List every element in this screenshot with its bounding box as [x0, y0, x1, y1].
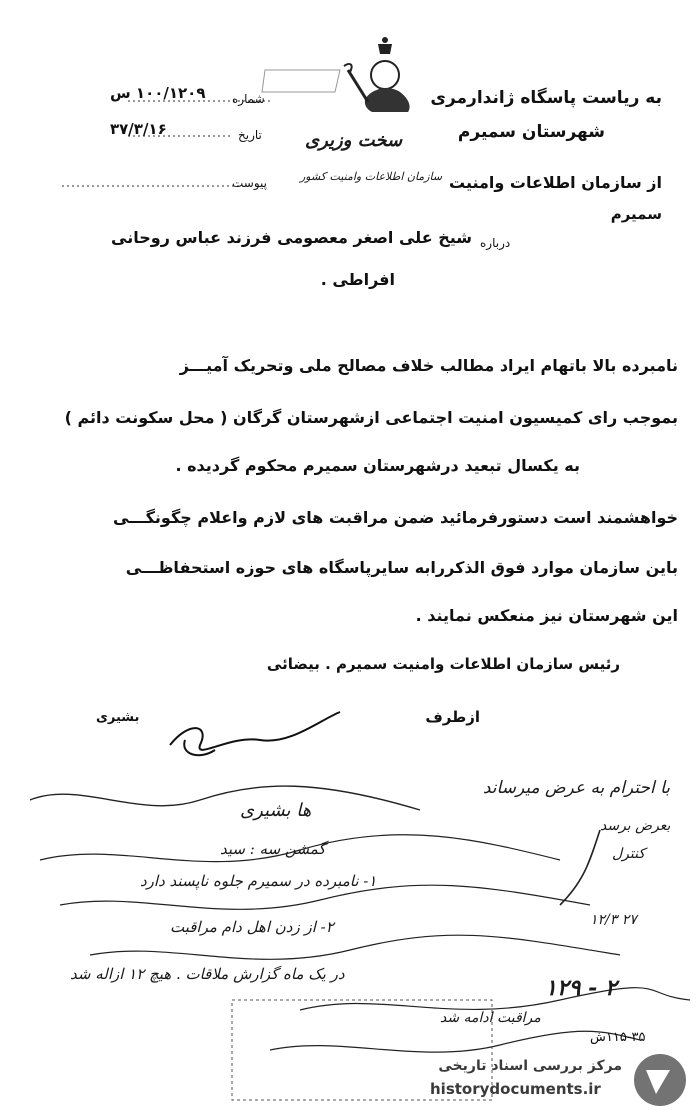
- signature-title: رئیس سازمان اطلاعات وامنیت سمیرم . بیضائی: [266, 655, 620, 673]
- letterhead-org: سازمان اطلاعات وامنیت کشور: [300, 170, 443, 183]
- watermark-line-1: مرکز بررسی اسناد تاریخی: [438, 1058, 622, 1074]
- number-label: شماره: [232, 92, 265, 106]
- body-line-5: باین سازمان موارد فوق الذکررابه سایرپاسگاه های حوزه استحفاظـــی: [125, 558, 678, 577]
- lion-sun-emblem-icon: [344, 37, 410, 112]
- watermark-line-2: historydocuments.ir: [430, 1080, 601, 1098]
- recipient-prefix: به: [645, 88, 662, 108]
- recipient-name: ریاست پاسگاه ژاندارمری: [430, 88, 640, 108]
- signature-scribble: [170, 712, 340, 755]
- body-line-6: این شهرستان نیز منعکس نمایند .: [415, 606, 678, 625]
- hand-line-3: ۲- از زدن اهل دام مراقبت: [170, 918, 334, 936]
- signature-on-behalf: ازطرف: [425, 708, 480, 726]
- body-line-2: بموجب رای کمیسیون امنیت اجتماعی ازشهرستان گرگان ( محل سکونت دائم ): [64, 408, 678, 427]
- body-line-4: خواهشمند است دستورفرمائید ضمن مراقبت های لازم واعلام چگونگـــی: [113, 508, 678, 527]
- archive-code: ۱۱۵-۳۵ش: [590, 1030, 646, 1045]
- hand-side-date: ۱۲/۳ ۲۷: [590, 912, 637, 928]
- sender-city: سمیرم: [610, 205, 662, 223]
- body-line-3: به یکسال تبعید درشهرستان سمیرم محکوم گردیده .: [175, 456, 580, 475]
- handwriting-squiggle-5: [300, 988, 690, 1010]
- subject-line-2: افراطی .: [320, 270, 395, 289]
- scribble-top-left: [262, 70, 340, 92]
- hand-side-note-2: کنترل: [612, 846, 646, 862]
- recipient-line: [430, 88, 662, 108]
- hand-side-note-1: بعرض برسد: [600, 818, 671, 834]
- date-label: تاریخ: [238, 128, 262, 142]
- sender-name: سازمان اطلاعات وامنیت: [449, 173, 642, 192]
- attachment-label: پیوست: [232, 176, 267, 190]
- body-line-1: نامبرده بالا باتهام ایراد مطالب خلاف مصالح ملی وتحریک آمیـــز: [179, 356, 678, 375]
- sender-prefix: از: [647, 173, 662, 192]
- hand-page-number: ۱۲۹ - ۲: [545, 975, 617, 1001]
- number-value: ۱۰۰/۱۲۰۹ س: [110, 84, 206, 102]
- handwriting-squiggle-6: [270, 1031, 640, 1052]
- stamp-confidential: سخت وزیری: [305, 130, 403, 151]
- watermark-logo-icon: [634, 1054, 686, 1106]
- hand-top-note: با احترام به عرض میرساند: [482, 778, 670, 798]
- handwriting-squiggle-4: [90, 935, 620, 959]
- side-bracket: [560, 830, 600, 905]
- hand-line-1: گمشن سه : سید: [220, 840, 326, 858]
- handwriting-squiggle-1: [30, 786, 420, 810]
- sender-line: [449, 173, 662, 192]
- hand-line-5: مراقبت ادامه شد: [440, 1010, 541, 1026]
- date-value: ۳۷/۳/۱۶: [110, 120, 167, 138]
- signature-signer: بشیری: [96, 710, 140, 725]
- subject-label: درباره: [480, 236, 511, 250]
- subject-line-1: شیخ علی اصغر معصومی فرزند عباس روحانی: [111, 228, 472, 247]
- hand-line-4: در یک ماه گزارش ملاقات . هیچ ۱۲ ازاله شد: [70, 965, 345, 983]
- hand-line-2: ۱- نامبرده در سمیرم جلوه ناپسند دارد: [140, 872, 377, 890]
- hand-name: ها بشیری: [240, 800, 312, 821]
- recipient-city: شهرستان سمیرم: [457, 122, 605, 142]
